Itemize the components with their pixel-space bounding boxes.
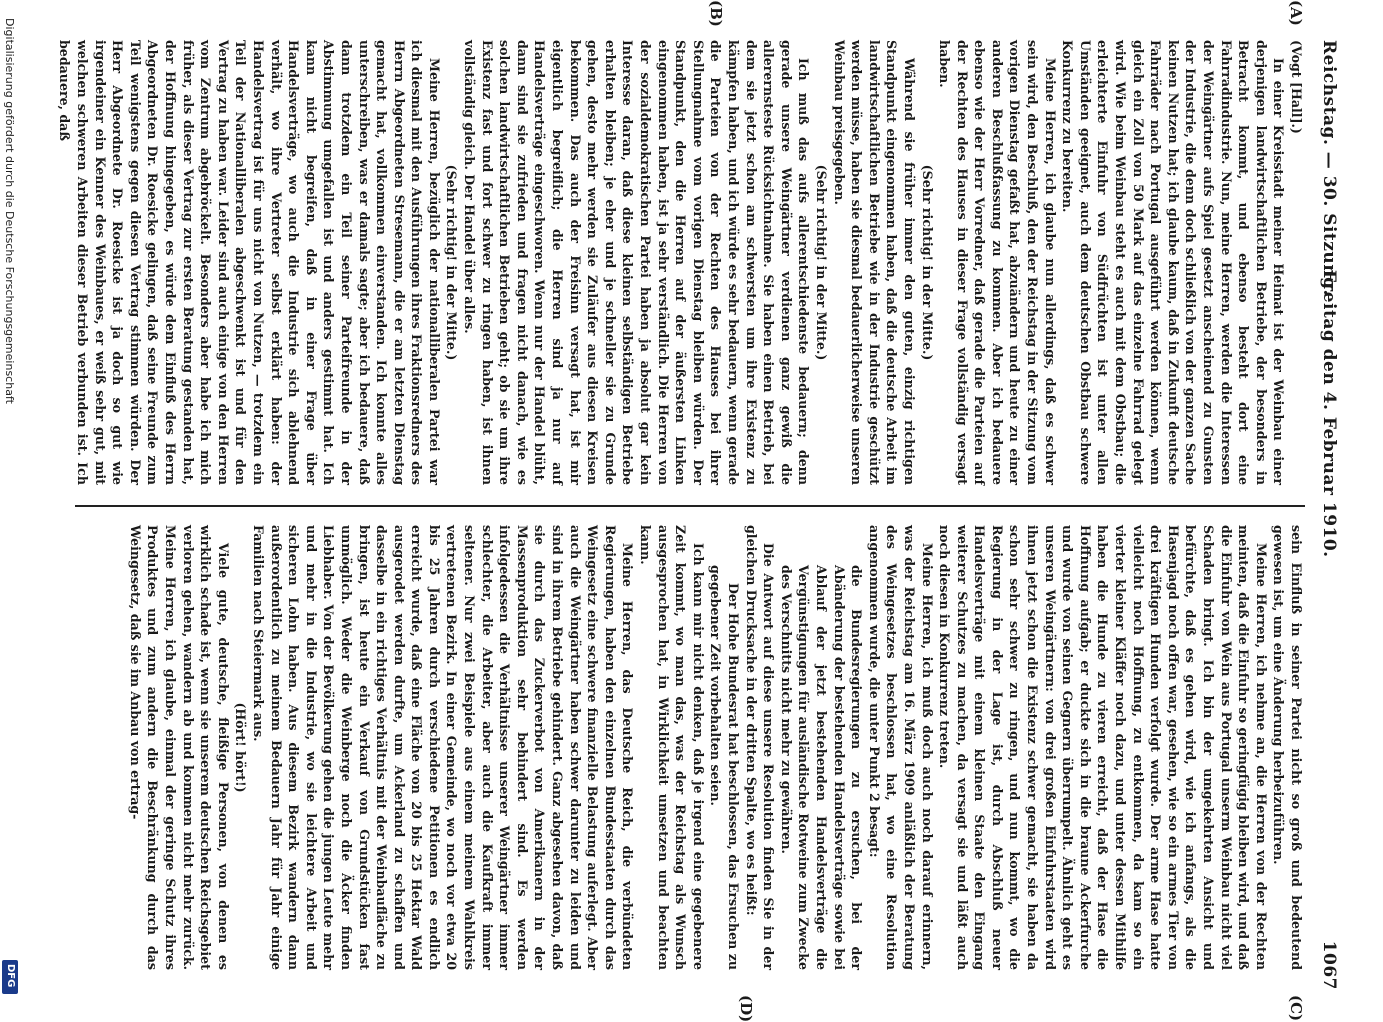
left-column xyxy=(57,40,1305,485)
paragraph: Meine Herren, bezüglich der nationalliberalen Partei war ich diesmal mit den Ausführungen ihres Fraktionsredners des Herrn Abgeordneten Stresemann, die er am letzten Dienstag gemacht hat, vollkommen einverstanden. Ich konnte alles unterschreiben, was er damals sagte; aber ich bedauere, daß dann trotzdem ein Teil seiner Parteifreunde in der Abstimmung umgefallen ist und anders gestimmt hat. Ich kann nicht begreifen, daß in einer Frage über Handelsverträge, wo auch die Industrie sich ablehnend verhält, wo ihre Vertreter selbst erklärt haben: der Handelsvertrag ist für uns nicht von Nutzen, — trotzdem ein Teil der Nationalliberalen abgeschwenkt ist und für den Vertrag zu haben war. Leider sind auch einige von den Herren vom Zentrum abgebröckelt. Besonders aber habe ich mich früher, als dieser Vertrag zur ersten Beratung gestanden hat, der Hoffnung hingegeben, es würde dem Einfluß des Herrn Abgeordneten Dr. Roesicke gelingen, daß seine Freunde zum Teil wenigstens gegen diesen Vertrag stimmen würden. Der Herr Abgeordnete Dr. Roesicke ist ja doch so gut wie irgendeiner ein Kenner des Weinbaues, er weiß sehr gut, mit welchen schweren Arbeiten dieser Betrieb verbunden ist. Ich bedauere, daß xyxy=(57,40,442,485)
paragraph: Ich kann mir nicht denken, daß je irgend eine gegebenere Zeit kommt, wo man das, was der Reichstag als Wunsch ausgesprochen hat, in Wirklichkeit umsetzen und beachten kann. xyxy=(638,525,706,970)
sidebar-strip xyxy=(0,0,22,1000)
column-divider xyxy=(75,505,1305,507)
header-center: Freitag den 4. Februar 1910. xyxy=(1319,270,1339,558)
paragraph: Meine Herren, ich glaube nun allerdings, daß es schwer sein wird, den Beschluß, den der Reichstag in der Sitzung vom vorigen Dienstag gefaßt hat, abzuändern und heute zu einer anderen Beschlußfassung zu kommen. Aber ich bedauere ebenso wie der Herr Vorredner, daß gerade die Parteien auf der Rechten des Hauses in dieser Frage vollständig versagt haben. xyxy=(937,40,1058,485)
dfg-logo xyxy=(2,960,18,994)
interjection: (Sehr richtig! in der Mitte.) xyxy=(919,164,935,361)
paragraph: Meine Herren, ich nehme an, die Herren von der Rechten meinten, daß die Einfuhr so geringfügig bleiben wird, und daß die Einfuhr von Wein aus Portugal unserm Weinbau nicht viel Schaden bringt. Ich bin der umgekehrten Ansicht und befürchte, daß es gehen wird, wie ich anfangs, als die Hasenjagd noch offen war, gesehen, wie so ein armes Tier von drei kräftigen Hunden verfolgt wurde. Der arme Hase hatte vielleicht noch Hoffnung, zu entkommen, da kam so ein vierter kleiner Kläffer noch dazu, und unter dessen Mithilfe haben die Hunde zu vieren erreicht, daß der Hase die Hoffnung aufgab; er duckte sich in die braune Ackerfurche und wurde von seinen Gegnern überrumpelt. Ähnlich geht es unseren Weingärtnern: von drei großen Einfuhrstaaten wird ihnen jetzt schon die Existenz schwer gemacht, sie haben da schon sehr schwer zu ringen, und nun kommt, wo die Regierung in der Lage ist, durch Abschluß neuer Handelsverträge mit einem kleinen Staate den Eingang weiterer Schutzes zu machen, da versagt sie und läßt auch noch diesen in Konkurrenz treten. xyxy=(937,525,1269,970)
paragraph: Während sie früher immer den guten, einzig richtigen Standpunkt eingenommen haben, daß die deutsche Arbeit im landwirtschaftlichen Betriebe wie in der Industrie geschützt werden müsse, haben sie diesmal bedauerlicherweise unseren Weinbau preisgegeben. xyxy=(831,40,917,485)
paragraph: Die Antwort auf diese unsere Resolution finden Sie in der gleichen Drucksache in der dritten Spalte, wo es heißt: xyxy=(743,525,777,970)
dfg-logo-text: DFG xyxy=(5,964,16,988)
interjection: (Hört! hört!) xyxy=(233,702,249,793)
margin-marker-b: (B) xyxy=(707,0,725,27)
paragraph: Meine Herren, ich muß doch auch noch darauf erinnern, was der Reichstag am 16. März 1909 anläßlich der Beratung des Weingesetzes beschlossen hat, wo eine Resolution angenommen wurde, die unter Punkt 2 besagt: xyxy=(866,525,935,970)
quotation: Der Hohe Bundesrat hat beschlossen, das Ersuchen zu gegebener Zeit vorbehalten seien. xyxy=(708,565,741,970)
page xyxy=(55,0,1345,1022)
paragraph: In einer Kreisstadt meiner Heimat ist der Weinbau einer derjenigen landwirtschaftlichen Betriebe, der besonders in Betracht kommt, und ebenso besteht dort eine Fahrradindustrie. Nun, meine Herren, werden die Interessen der Weingärtner aufs Spiel gesetzt anscheinend zu Gunsten der Industrie, die denn doch schließlich von der ganzen Sache keinen Nutzen hat; ich glaube kaum, daß in Zukunft deutsche Fahrräder nach Portugal ausgeführt werden können, wenn gleich ein Zoll von 50 Mark auf das einzelne Fahrrad gelegt wird. Wie beim Weinbau steht es auch mit dem Obstbau; die erleichterte Einfuhr von Südfrüchten ist unter allen Umständen geeignet, auch dem deutschen Obstbau schwere Konkurrenz zu bereiten. xyxy=(1060,40,1287,485)
paragraph: sein Einfluß in seiner Partei nicht so groß und bedeutend gewesen ist, um eine Änderung herbeizuführen. xyxy=(1271,525,1304,970)
page-header xyxy=(1311,40,1345,990)
header-left: Reichstag. — 30. Sitzung. xyxy=(1319,40,1339,296)
right-column xyxy=(65,525,1305,970)
digitization-notice: Digitalisierung gefördert durch die Deutsche Forschungsgemeinschaft xyxy=(3,18,16,404)
margin-marker-a: (A) xyxy=(1287,0,1305,26)
paragraph: Meine Herren, das Deutsche Reich, die verbündeten Regierungen, haben den einzelnen Bundesstaaten durch das Weingesetz eine schwere finanzielle Belastung auferlegt. Aber auch die Weingärtner haben schwer darunter zu leiden und sind in ihrem Betriebe gehindert. Ganz abgesehen davon, daß sie durch das Zuckerverbot von Amerikanern in der Massenproduktion sehr behindert sind. Es werden infolgedessen die Verhältnisse unserer Weingärtner immer schlechter, die Arbeiter, aber auch die Kaufkraft immer seltener. Nur zwei Beispiele aus einem meinem Wahlkreis vertretenen Bezirk. In einer Gemeinde, wo noch vor etwa 20 bis 25 Jahren durch verschiedene Petitionen es endlich erreicht wurde, daß eine Fläche von 20 bis 25 Hektar Wald ausgerodet werden durfte, um Ackerland zu schaffen und dasselbe in ein richtiges Verhältnis mit der Weinbaufläche zu bringen, ist heute ein Verkauf von Grundstücken fast unmöglich. Weder die Weinberge noch die Äcker finden Liebhaber. Von der Bevölkerung gehen die jungen Leute mehr und mehr in die Industrie, wo sie leichtere Arbeit und sicheren Lohn haben. Aus diesem Bezirk wandern dann außerordentlich zu meinem Bedauern Jahr für Jahr einige Familien nach Steiermark aus. xyxy=(250,525,636,970)
speaker-note: (Vogt [Hall].) xyxy=(1289,40,1304,134)
quotation: die Bundesregierungen zu ersuchen, bei der Abänderung der bestehenden Handelsverträge sowie bei Ablauf der jetzt bestehenden Handelsverträge die Vergünstigungen für ausländische Rotweine zum Zwecke des Verschnitts nicht mehr zu gewähren. xyxy=(778,565,865,970)
paragraph: Ich muß das aufs allerentschiedenste bedauern; denn gerade unsere Weingärtner verdienen ganz gewiß die allerernsteste Rücksichtnahme. Sie haben einen Betrieb, bei dem sie jetzt schon am schwersten um ihre Existenz zu kämpfen haben, und ich würde es sehr bedauern, wenn gerade die Parteien von der Rechten des Hauses bei ihrer Stellungnahme vom vorigen Dienstag bleiben würden. Der Standpunkt, den die Herren auf der äußersten Linken eingenommen haben, ist ja sehr verständlich. Die Herren von der sozialdemokratischen Partei haben ja absolut gar kein Interesse daran, daß diese kleinen selbständigen Betriebe erhalten bleiben; je eher und je schneller sie zu Grunde gehen, desto mehr werden sie Zuläufer aus diesen Kreisen bekommen. Das auch der Freisinn versagt hat, ist mir eigentlich begreiflich; die Herren sind ja nur auf Handelsverträge eingeschworen. Wenn nur der Handel blüht, dann sind sie zufrieden und fragen nicht danach, wie es solchen landwirtschaftlichen Betrieben geht; ob sie um ihre Existenz fast und fort schwer zu ringen haben, ist ihnen vollständig gleich. Der Handel über alles. xyxy=(462,40,812,485)
paragraph: Viele gute, deutsche, fleißige Personen, von denen es wirklich schade ist, wenn sie unserem deutschen Reichsgebiet verloren gehen, wandern ab und kommen nicht mehr zurück. Meine Herren, ich glaube, einmal der geringe Schutz ihres Produktes und zum andern die Beschränkung durch das Weingesetz, daß sie im Anbau von ertrag- xyxy=(127,525,231,970)
interjection: (Sehr richtig! in der Mitte.) xyxy=(444,164,460,361)
margin-marker-d: (D) xyxy=(737,995,755,1022)
interjection: (Sehr richtig! in der Mitte.) xyxy=(813,164,829,361)
margin-marker-c: (C) xyxy=(1287,995,1305,1022)
page-number: 1067 xyxy=(1319,940,1339,990)
